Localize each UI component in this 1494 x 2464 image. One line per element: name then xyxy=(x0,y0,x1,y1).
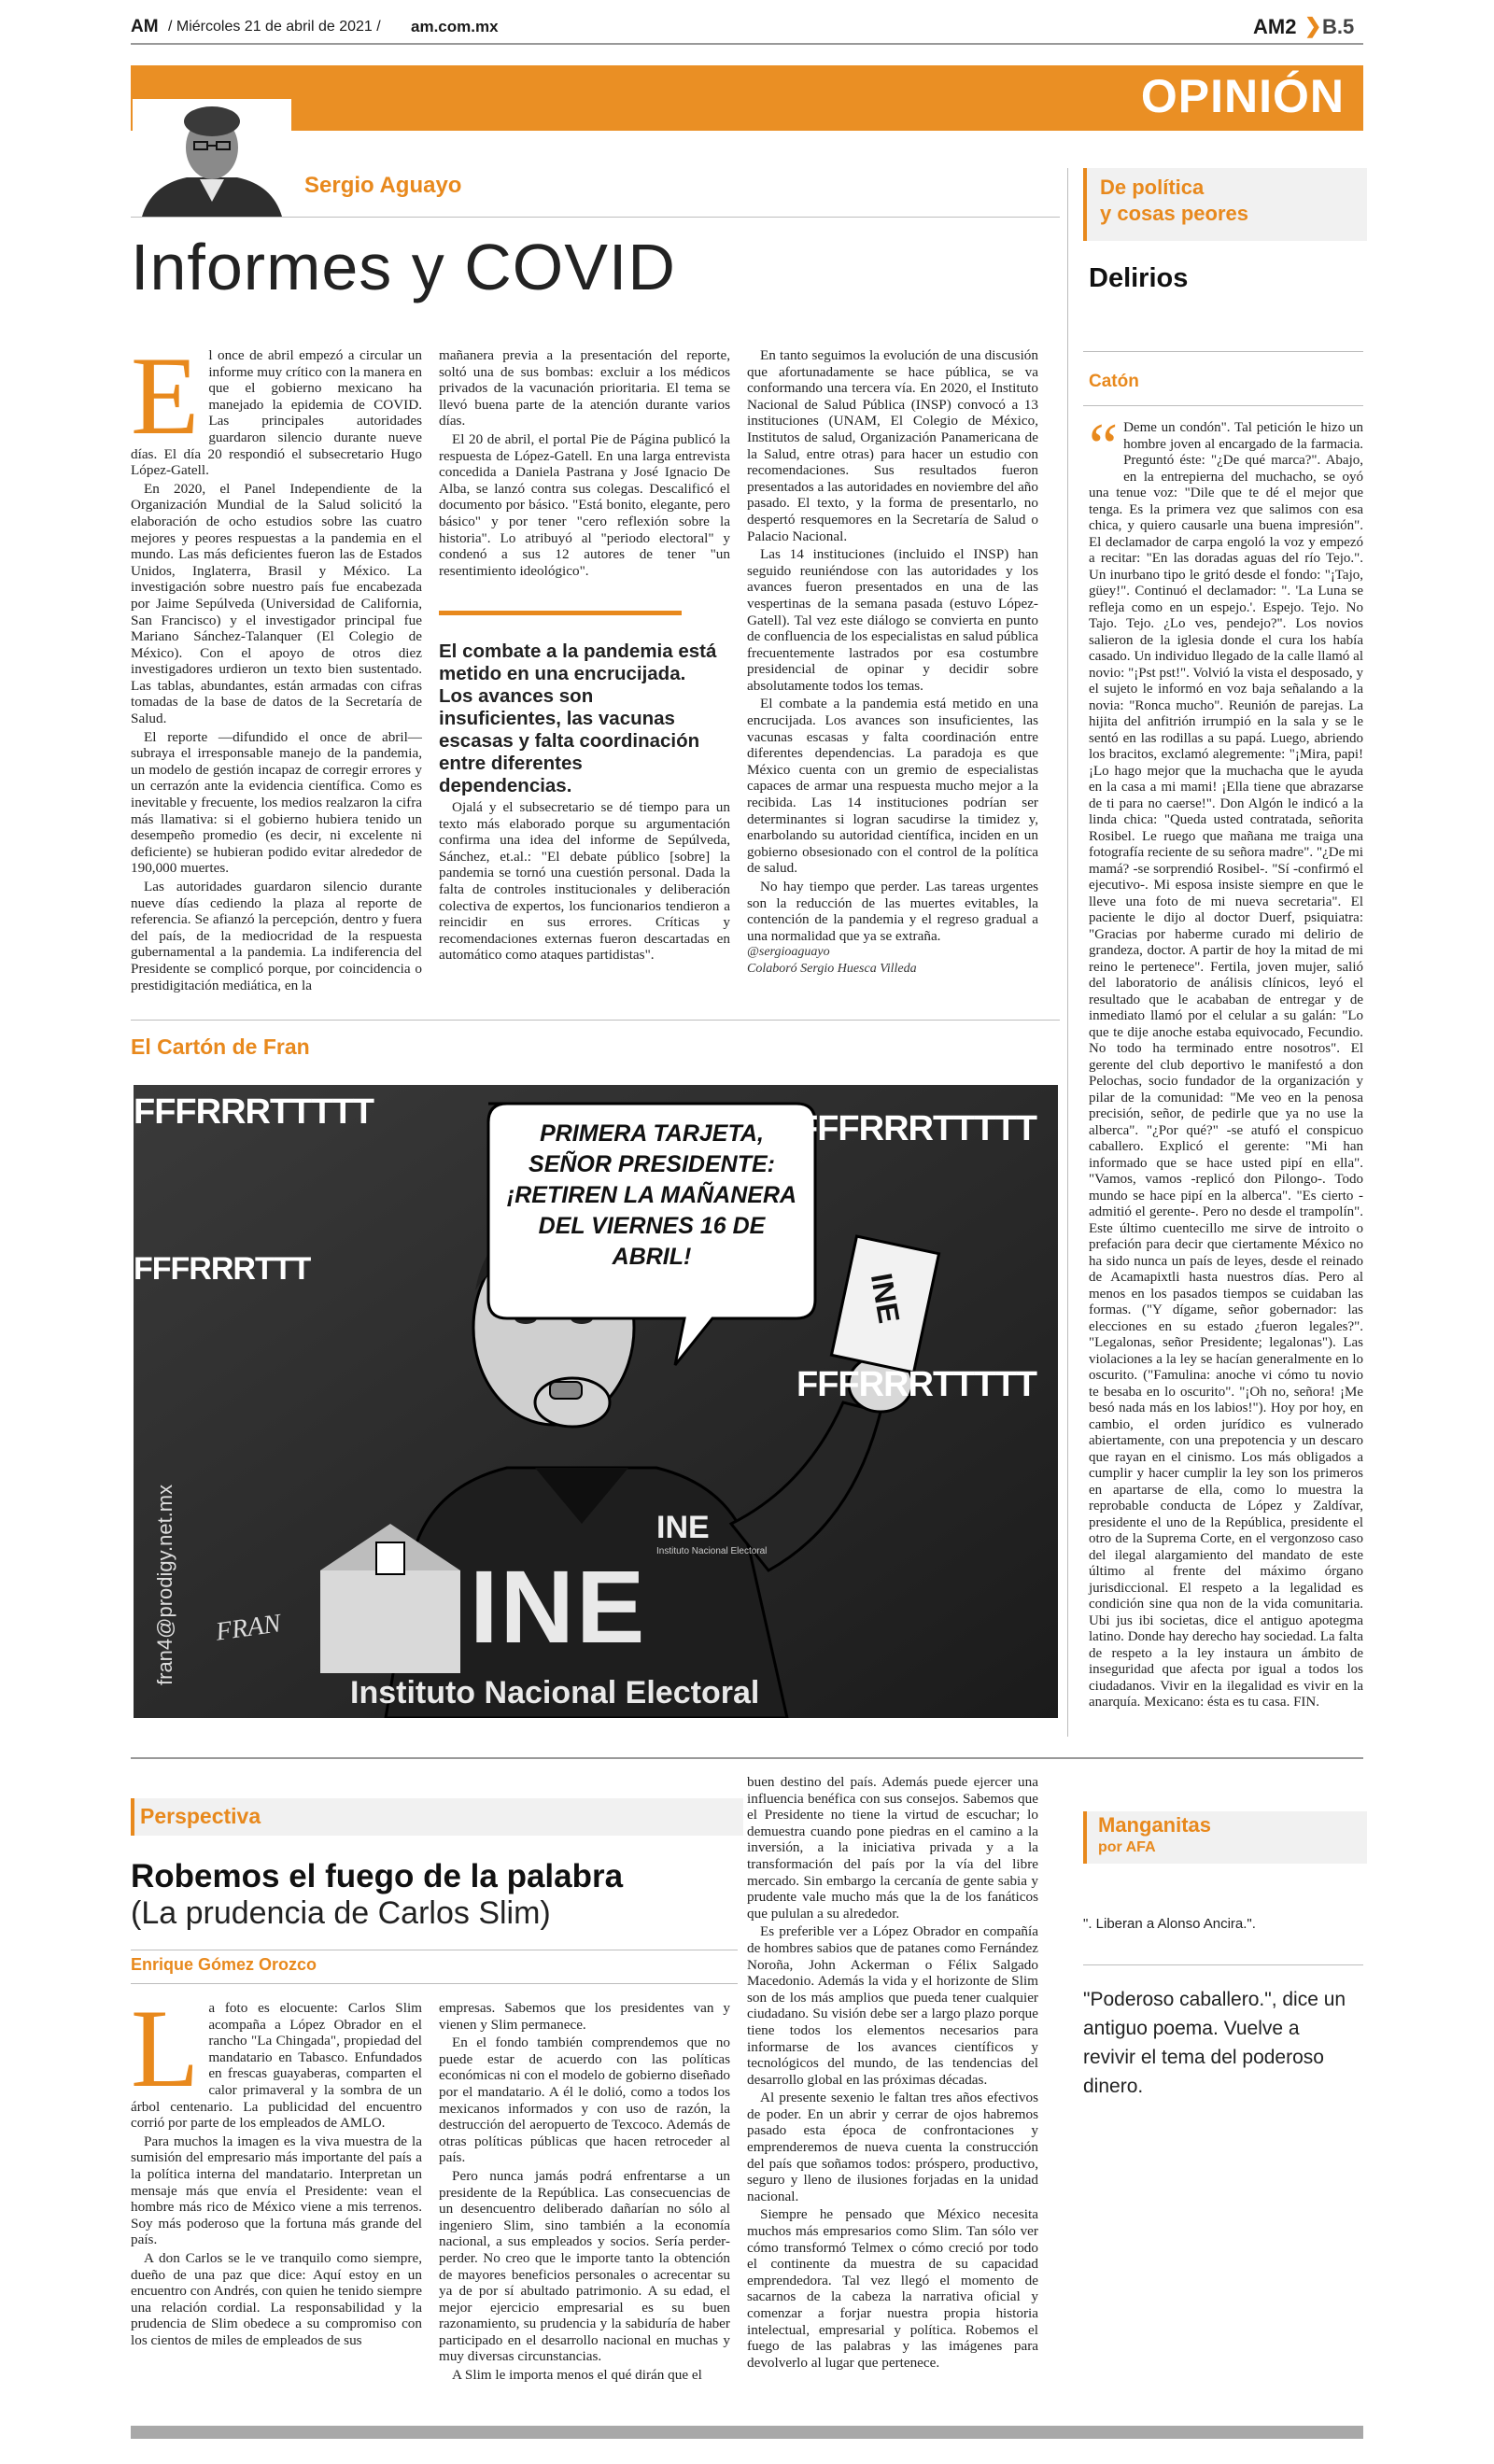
manganitas-headline: ". Liberan a Alonso Ancira.". xyxy=(1083,1916,1256,1932)
caton-kicker-line-2: y cosas peores xyxy=(1100,202,1248,225)
author-name: Sergio Aguayo xyxy=(304,173,462,198)
article-column-1 xyxy=(131,333,422,995)
perspectiva-paragraph: A don Carlos se le ve tranquilo como siempre, dueño de una paz que dice: Aquí estoy en un encuentro con Andrés, con quien he tenido siempre una relación cordial. La responsabilidad y la prudencia de Slim obedece a su compromiso con los cientos de miles de empleados de sus xyxy=(131,2249,422,2348)
whistle-sound-3: FFFRRRTTT xyxy=(134,1251,311,1287)
article-paragraph: En 2020, el Panel Independiente de la Organización Mundial de la Salud solicitó la elaboración de ocho estudios sobre las cuatro mejores y peores respuestas a la pandemia en el mundo. Las más deficientes fueron las de Estados Unidos, Inglaterra, Brasil y México. La investigación sobre nuestro país fue encabezada por Jaime Sepúlveda (Universidad de California, San Francisco) y el investigador principal fue Mariano Sánchez-Talanquer (El Colegio de México). Con el apoyo de otros diez investigadores urdieron un texto bien sustentado. Las tablas, abundantes, están armadas con cifras tomadas de la base de datos de la Secretaría de Salud. xyxy=(131,480,422,727)
section-code: AM2 xyxy=(1253,15,1297,38)
perspectiva-kicker-box xyxy=(131,1798,743,1836)
article-paragraph: El 20 de abril, el portal Pie de Página publicó la respuesta de López-Gatell. En una larga entrevista concedida a Daniela Pastrana y José Ignacio De Alba, se lanzó contra sus colegas. Descalificó el documento por básico. "Está bonito, elegante, pero básico" y por tener "cero reflexión sobre la historia". Lo atribuyó al "periodo electoral" y condenó a sus 12 autores de tener "un resentimiento ideológico". xyxy=(439,430,730,579)
pullquote-rule xyxy=(439,611,682,615)
perspectiva-paragraph: Pero nunca jamás podrá enfrentarse a un presidente de la República. Las consecuencias de un desencuentro deliberado dañarían no sólo al ingeniero Slim, sino también a la economía nacional, a sus empleados y socios. Sería perder-perder. No creo que le importe tanto la obtención de mayores beneficios personales o acrecentar su ya de por sí abultado patrimonio. A su edad, el mejor ejercicio empresarial es su buen razonamiento, su prudencia y la sabiduría de haber participado en el desarrollo nacional en muchas y muy diversas circunstancias. xyxy=(439,2167,730,2365)
article-paragraph: l once de abril empezó a circular un informe muy crítico con la manera en que el gobierno mexicano ha manejado la epidemia de COVID. Las principales autoridades guardaron silencio durante nueve días. El día 20 respondió el subsecretario Hugo López-Gatell. xyxy=(131,347,422,479)
article-column-2 xyxy=(439,347,730,581)
header-rule xyxy=(131,43,1363,45)
article-paragraph: Ojalá y el subsecretario se dé tiempo para un texto más elaborado porque su argumentación confirma una idea del informe de Sepúlveda, Sánchez, et.al.: "El debate público [sobre] la pandemia se tornó una cuestión personal. Dada la falta de controles institucionales y deliberación colectiva de expertos, los funcionarios tendieron a reincidir en sus errores. Críticas y recomendaciones externas fueron descartadas en automático como ataques partidistas". xyxy=(439,799,730,964)
article-paragraph: No hay tiempo que perder. Las tareas urgentes son la reducción de las muertes evitables, la contención de la pandemia y el regreso gradual a una normalidad que ya se extraña. xyxy=(747,879,1038,944)
article-paragraph: En tanto seguimos la evolución de una discusión que afortunadamente se hace pública, se va conformando una tercera vía. En 2020, el Instituto Nacional de Salud Pública (INSP) convocó a 13 instituciones (UNAM, El Colegio de México, Institutos de salud, Organización Panamericana de la Salud, entre otras) para hacer un estudio con recomendaciones. Sus resultados fueron presentados a las autoridades en noviembre del año pasado. El texto, y la forma de presentarlo, no despertó resquemores en la Secretaría de Salud o Palacio Nacional. xyxy=(747,347,1038,544)
perspectiva-paragraph: En el fondo también comprendemos que no puede estar de acuerdo con las políticas económicas ni con el modelo de gobierno diseñado por el mandatario. A él le dolió, como a todos los mexicanos informados y con uso de razón, la destrucción del aeropuerto de Texcoco. Además de otras políticas públicas que hacen retroceder al país. xyxy=(439,2035,730,2166)
cartoon-image xyxy=(134,1085,1058,1718)
manganitas-rule xyxy=(1083,1964,1363,1965)
shirt-logo-subtitle: Instituto Nacional Electoral xyxy=(656,1546,768,1556)
ine-logo-subtitle: Instituto Nacional Electoral xyxy=(350,1675,760,1711)
article-column-3 xyxy=(747,347,1038,946)
speech-bubble-text: PRIMERA TARJETA, SEÑOR PRESIDENTE: ¡RETIREN LA MAÑANERA DEL VIERNES 16 DE ABRIL! xyxy=(506,1120,797,1270)
perspectiva-rule-2 xyxy=(131,1983,738,1984)
perspectiva-kicker: Perspectiva xyxy=(140,1804,261,1828)
article-column-2-bottom xyxy=(439,799,730,965)
red-card-label: INE xyxy=(864,1271,907,1326)
article-paragraph: mañanera previa a la presentación del reporte, soltó una de sus bombas: excluir a los médicos privados de la vacunación prioritaria. El tema se llevó buena parte de la atención durante varios días. xyxy=(439,347,730,429)
whistle-sound-1: FFFRRRTTTTT xyxy=(134,1092,374,1132)
article-paragraph: El combate a la pandemia está metido en una encrucijada. Los avances son insuficientes, las vacunas escasas y falta coordinación entre diferentes dependencias. La paradoja es que México cuenta con un gremio de especialistas capaces de armar una respuesta mucho mejor a la recibida. Las 14 instituciones podrían ser determinantes si logran sacudirse la timidez y, enarbolando su autoridad científica, inciden en un gobierno obsesionado con el control de la política de salud. xyxy=(747,696,1038,877)
cartoon-rule xyxy=(131,1020,1060,1021)
perspectiva-paragraph: empresas. Sabemos que los presidentes van y vienen y Slim permanece. xyxy=(439,2000,730,2033)
section-banner-title: OPINIÓN xyxy=(1140,70,1345,122)
cartoonist-email: fran4@prodigy.net.mx xyxy=(153,1484,176,1685)
author-rule xyxy=(131,217,1060,218)
manganitas-kicker-box xyxy=(1083,1811,1367,1864)
perspectiva-column-3 xyxy=(747,1774,1038,2372)
article-paragraph: El reporte —difundido el once de abril— subraya el irresponsable manejo de la pandemia, un modelo de gestión incapaz de corregir errores y un cerrazón ante la evidencia científica. Como es inevitable y frecuente, los medios realzaron la cifra más llamativa: si el gobierno hubiera tenido un desempeño promedio (es decir, ni excelente ni deficiente) se hubieran podido evitar alrededor de 190,000 muertes. xyxy=(131,728,422,877)
header-site[interactable]: am.com.mx xyxy=(411,18,499,35)
cartoon-heading: El Cartón de Fran xyxy=(131,1035,310,1059)
caton-title: Delirios xyxy=(1089,263,1189,293)
author-handle[interactable]: @sergioaguayo xyxy=(747,945,830,959)
footer-bar xyxy=(131,2426,1363,2439)
bottom-section-rule xyxy=(131,1757,1363,1759)
header-date: / Miércoles 21 de abril de 2021 / xyxy=(168,19,381,35)
article-credit: Colaboró Sergio Huesca Villeda xyxy=(747,962,917,976)
cartoonist-signature: FRAN xyxy=(214,1609,283,1647)
article-title: Informes y COVID xyxy=(131,231,676,303)
perspectiva-column-2 xyxy=(439,2000,730,2386)
page-number: B.5 xyxy=(1322,15,1355,38)
caton-text xyxy=(1089,411,1363,1713)
author-photo xyxy=(133,99,291,217)
perspectiva-column-1 xyxy=(131,1986,422,2350)
ine-logo: INE xyxy=(470,1550,647,1665)
whistle-sound-2: FFFRRRTTTTT xyxy=(796,1109,1037,1148)
manganitas-verse: "Poderoso caballero.", dice un antiguo poema. Vuelve a revivir el tema del poderoso dinero. xyxy=(1083,1989,1346,2097)
header-bar xyxy=(131,14,1363,41)
chevron-icon: ❯ xyxy=(1304,14,1322,37)
perspectiva-paragraph: buen destino del país. Además puede ejercer una influencia benéfica con sus consejos. Sabemos que el Presidente no tiene la virtud de escuchar; lo demuestra cuando pone piedras en el camino a la inversión, a la iniciativa privada y a la transformación del país por la vía del libre mercado. Sin embargo la cercanía de gente sabia y prudente vale mucho más que la de los fanáticos que pululan a su alrededor. xyxy=(747,1774,1038,1922)
drop-cap: L xyxy=(131,1986,200,2110)
caton-kicker-box xyxy=(1083,168,1367,241)
perspectiva-paragraph: Es preferible ver a López Obrador en compañía de hombres sabios que de patanes como Fernández Noroña, John Ackerman o Félix Salgado Macedonio. Además la vida y el horizonte de Slim son de los más amplios que pueda tener cualquier ciudadano. Su visión debe ser a largo plazo porque tiene todos los elementos necesarios para informarse de los avances científicos y tecnológicos del mundo, de las tendencias del desarrollo global en las próximas décadas. xyxy=(747,1923,1038,2088)
whistle-sound-4: FFFRRRTTTTT xyxy=(796,1365,1037,1404)
perspectiva-subtitle: (La prudencia de Carlos Slim) xyxy=(131,1895,551,1931)
section-banner xyxy=(131,65,1363,131)
shirt-logo: INE xyxy=(656,1510,710,1545)
perspectiva-paragraph: Para muchos la imagen es la viva muestra de la sumisión del empresario más importante del país a la política interna del mandatario. Interpretan un mensaje más que envía el Presidente: vean el hombre más rico de México viene a mis terrenos. Soy más poderoso que la fortuna más grande del país. xyxy=(131,2133,422,2248)
quote-icon: “ xyxy=(1089,411,1119,483)
brand-logo: AM xyxy=(131,17,159,36)
manganitas-byline: por AFA xyxy=(1098,1839,1156,1855)
divider-vertical xyxy=(1067,168,1068,1737)
perspectiva-author: Enrique Gómez Orozco xyxy=(131,1955,317,1974)
article-paragraph: Las autoridades guardaron silencio durante nueve días cediendo la plaza al reporte de referencia. Se afianzó la percepción, dentro y fuera del país, de la mediocridad de la respuesta gubernamental a la pandemia. La indiferencia del Presidente se complicó porque, por coincidencia o prestidigitación mediática, en la xyxy=(131,879,422,993)
manganitas-title: Manganitas xyxy=(1098,1813,1212,1837)
drop-cap: E xyxy=(131,333,200,458)
caton-rule-2 xyxy=(1083,405,1363,406)
perspectiva-title: Robemos el fuego de la palabra xyxy=(131,1858,624,1894)
perspectiva-paragraph: a foto es elocuente: Carlos Slim acompaña a López Obrador en el rancho "La Chingada", propiedad del mandatario en Tabasco. Enfundados en frescas guayaberas, comparten el calor primaveral y la sombra de un árbol centenario. La publicidad del encuentro corrió por parte de los empleados de AMLO. xyxy=(131,2000,422,2132)
caton-author: Catón xyxy=(1089,372,1139,391)
caton-rule xyxy=(1083,351,1363,352)
perspectiva-paragraph: A Slim le importa menos el qué dirán que el xyxy=(452,2367,702,2384)
perspectiva-paragraph: Al presente sexenio le faltan tres años efectivos de poder. En un abrir y cerrar de ojos habremos pasado esta época de confrontaciones y emprenderemos de nueva cuenta la construcción del país que soñamos todos: próspero, productivo, seguro y lleno de ilusiones forjadas en la unidad nacional. xyxy=(747,2090,1038,2204)
pullquote: El combate a la pandemia está metido en una encrucijada. Los avances son insuficientes, las vacunas escasas y falta coordinación entre diferentes dependencias. xyxy=(439,641,717,796)
caton-kicker-line-1: De política xyxy=(1100,176,1205,199)
caton-paragraph: Deme un condón". Tal petición le hizo un hombre joven al encargado de la farmacia. Preguntó éste: "¿De qué marca?". Abajo, en la entrepierna del muchacho, se oyó una tenue voz: "Dile que te dé el mejor que tenga. Es la primera vez que salimos con esa chica, y quiero causarle una buena impresión". El declamador de carpa engoló la voz y empezó a recitar: "En las doradas aguas del río Tejo.". Un inurbano tipo le gritó desde el fondo: "¡Tajo, güey!". Continuó el declamador: ". 'La Luna se refleja como en un espejo.'. Espejo. Tejo. No Tajo. Tejo. ¿Lo ves, pendejo?". Los novios salieron de la iglesia donde el cura los había casado. Un individuo llegado de la calle llamó al novio: "¡Pst pst!". Volvió la vista el desposado, y el sujeto le informó en voz baja señalando a la novia: "Ronca mucho". Reunión de parejas. La hijita del anfitrión irrumpió en la sala y se le sentó en las rodillas a su papá. Luego, abriendo los bracitos, exclamó alegremente: "¡Mira, papi! ¡Lo hago mejor que la muchacha que le ayuda en la casa a mi mami! ¡Ella tiene que abrazarse de ti para no caerse!". Don Algón le indicó a la linda chica: "Queda usted contratada, señorita Rosibel. Le ruego que mañana me traiga una fotografía reciente de su señora madre". "¿De mi mamá? -se sorprendió Rosibel-. "Sí -confirmó el ejecutivo-. Mi esposa insiste siempre en que le lleve una foto de mi nueva secretaria". El paciente le dijo al doctor Duerf, psiquiatra: "Gracias por haberme curado mi delirio de grandeza, doctor. A partir de hoy la mitad de mi reino le pertenece". Fertila, joven mujer, salió del laboratorio de análisis clínicos, leyó el resultado que le acababan de entregar y de inmediato llamó por el celular a su galán: "Lo que te dije anoche estaba equivocado, Fecundio. No todo ha terminado entre nosotros". El gerente del club deportivo le manifestó a don Pelochas, socio fundador de la organización y pilar de la comunidad: "Me veo en la penosa precisión, señor, de pedirle que ya no use la alberca". "¿Por qué?" -se atufó el conspicuo caballero. Explicó el gerente: "Mi han informado que se hace usted pipí en ella". "Vamos, vamos -replicó don Pilongo-. Todo mundo se hace pipí en la alberca". "Es cierto -admitió el gerente-. Pero no desde el trampolín". Este último cuentecillo me sirve de introito o prefación para decir que ciertamente México no ha sido nunca un país de leyes, desde el reinado de Acamapixtli hasta nuestros días. Pero al menos en los pasados tiempos se cuidaban las formas. ("Y dígame, señor gobernador: las elecciones en su estado ¿fueron legales?". "Legalonas, señor Presidente; legalonas"). Las violaciones a la ley se hacían generalmente en lo oscurito. ("Famulina: anoche vi cómo tu novio te besaba en lo oscurito". "¡Oh no, señora! ¡Me besó nada más en los labios!"). Hoy por hoy, en cambio, el orden jurídico es vulnerado abiertamente, con una prepotencia y un descaro que rayan en el cinismo. Los más obligados a cumplir y hacer cumplir la ley son los primeros en apartarse de ella, como lo muestra la reprobable conducta de López y Zaldívar, presidente el uno de la República, presidente el otro de la Suprema Corte, en el vergonzoso caso del ilegal alargamiento del mandato de este último al frente del máximo órgano jurisdiccional. El respeto a la legalidad es condición sine qua non de la vida comunitaria. Ubi jus ibi societas, dice el antiguo apotegma latino. Donde hay derecho hay sociedad. La falta de respeto a la ley instaura un ámbito de inseguridad que afecta por igual a todos los ciudadanos. Vivir en la ilegalidad es vivir en la anarquía. Mexicano: ésta es tu casa. FIN. xyxy=(1089,420,1363,1710)
article-paragraph: Las 14 instituciones (incluido el INSP) han seguido reuniéndose con las autoridades y los avances fueron presentados en una de las vespertinas de la semana pasada (estuvo López-Gatell). Tal vez este diálogo se convierta en punto de confluencia de los especialistas en salud pública frecuentemente lastrados por esa costumbre presidencial de opinar y decidir sobre absolutamente todos los temas. xyxy=(747,546,1038,694)
perspectiva-paragraph: Siempre he pensado que México necesita muchos más empresarios como Slim. Tan sólo ver cómo transformó Telmex o cómo creció por todo el continente da muestra de su capacidad emprendedora. Tal vez llegó el momento de sacarnos de la cabeza la narrativa oficial y comenzar a forjar nuestra propia historia intelectual, empresarial y política. Robemos el fuego de las palabras y las imágenes para devolverlo al lugar que pertenece. xyxy=(747,2206,1038,2371)
